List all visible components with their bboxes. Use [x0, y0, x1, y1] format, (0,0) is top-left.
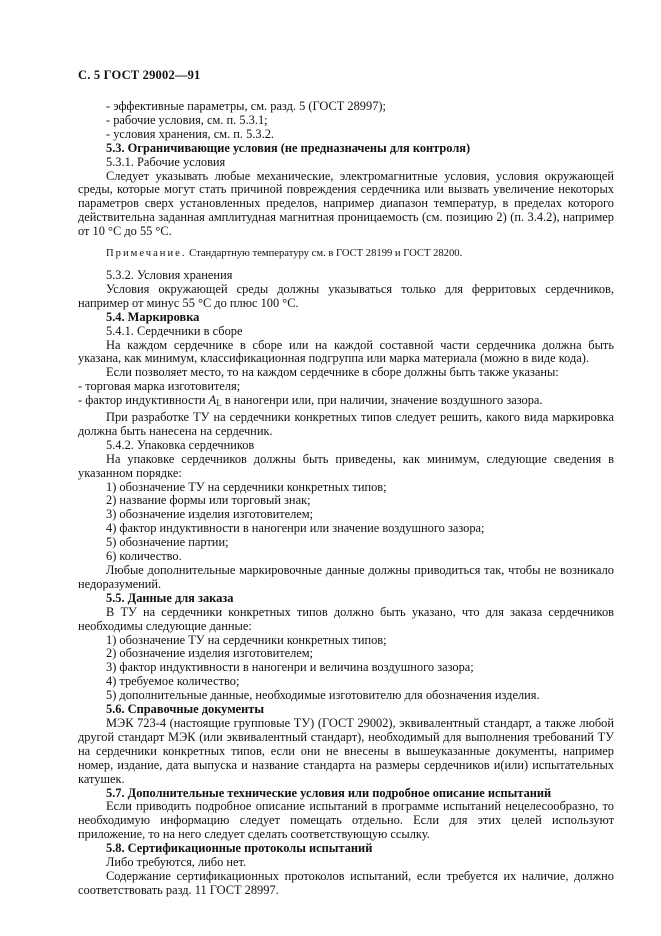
list-item: 3) обозначение изделия изготовителем;	[106, 507, 314, 522]
list-line: - рабочие условия, см. п. 5.3.1;	[106, 112, 268, 127]
list-item: 5) дополнительные данные, необходимые изготовителю для обозначения изделия.	[106, 688, 540, 703]
symbol-subscript: L	[216, 398, 222, 409]
list-item: 6) количество.	[106, 549, 182, 564]
symbol-a: A	[208, 393, 217, 408]
subsection-heading-5-4-1: 5.4.1. Сердечники в сборе	[106, 323, 243, 338]
note-text: Стандартную температуру см. в ГОСТ 28199 и ГОСТ 28200.	[189, 248, 463, 260]
list-line: - торговая марка изготовителя;	[78, 379, 241, 394]
paragraph: На упаковке сердечников должны быть приведены, как минимум, следующие сведения в указанном порядке:	[78, 451, 614, 480]
list-item: 5) обозначение партии;	[106, 535, 229, 550]
list-item: 2) название формы или торговый знак;	[106, 493, 311, 508]
document-body	[78, 100, 614, 898]
paragraph: Любые дополнительные маркировочные данные должны приводиться так, чтобы не возникало недоразумений.	[78, 563, 614, 591]
paragraph: На каждом сердечнике в сборе или на каждой составной части сердечника должна быть указана, как минимум, классификационная подгруппа или марка материала (можно в виде кода).	[78, 337, 614, 366]
paragraph: Условия окружающей среды должны указываться только для ферритовых сердечников, например от минус 55 °С до плюс 100 °С.	[78, 281, 614, 310]
paragraph: Если позволяет место, то на каждом сердечнике в сборе должны быть также указаны:	[106, 365, 559, 380]
page-header: С. 5 ГОСТ 29002—91	[78, 68, 201, 82]
section-heading-5-6: 5.6. Справочные документы	[106, 702, 265, 717]
list-item: 2) обозначение изделия изготовителем;	[106, 646, 314, 661]
list-item: 1) обозначение ТУ на сердечники конкретных типов;	[106, 479, 387, 494]
section-heading-5-4: 5.4. Маркировка	[106, 309, 200, 324]
paragraph: Следует указывать любые механические, электромагнитные условия, условия окружающей среды, которые могут стать причиной повреждения сердечника или вызвать увеличение некоторых параметров сверх установленных пределов, например диапазон температур, в пределах которого действительна заданная амплитудная магнитная проницаемость (см. позицию 2) (п. 3.4.2), например от 10 °С до 55 °С.	[78, 168, 614, 239]
text-fragment: в наногенри или, при наличии, значение воздушного зазора.	[221, 393, 543, 408]
list-item: 4) фактор индуктивности в наногенри или значение воздушного зазора;	[106, 521, 485, 536]
paragraph: Содержание сертификационных протоколов испытаний, если требуется их наличие, должно соответствовать разд. 11 ГОСТ 28997.	[78, 868, 614, 897]
paragraph: Либо требуются, либо нет.	[106, 855, 247, 870]
note	[78, 247, 614, 261]
subsection-heading-5-4-2: 5.4.2. Упаковка сердечников	[106, 437, 255, 452]
section-heading-5-8: 5.8. Сертификационные протоколы испытаний	[106, 841, 373, 856]
list-line: - эффективные параметры, см. разд. 5 (ГОСТ 28997);	[106, 99, 386, 113]
section-heading-5-7: 5.7. Дополнительные технические условия или подробное описание испытаний	[106, 785, 552, 800]
subsection-heading-5-3-1: 5.3.1. Рабочие условия	[106, 154, 226, 169]
list-line: - условия хранения, см. п. 5.3.2.	[106, 126, 274, 141]
paragraph: Если приводить подробное описание испытаний в программе испытаний нецелесообразно, то необходимую информацию следует помещать отдельно. Если для этих целей используют приложение, то на него следует сделать соответствующую ссылку.	[78, 799, 614, 842]
note-label: Примечание.	[106, 248, 187, 260]
list-item: 1) обозначение ТУ на сердечники конкретных типов;	[106, 632, 387, 647]
section-heading-5-3: 5.3. Ограничивающие условия (не предназначены для контроля)	[106, 140, 471, 155]
subsection-heading-5-3-2: 5.3.2. Условия хранения	[106, 267, 233, 282]
text-fragment: - фактор индуктивности	[78, 393, 209, 408]
list-item: 3) фактор индуктивности в наногенри и величина воздушного зазора;	[106, 660, 474, 675]
paragraph: В ТУ на сердечники конкретных типов должно быть указано, что для заказа сердечников необходимы следующие данные:	[78, 604, 614, 633]
list-item: 4) требуемое количество;	[106, 674, 240, 689]
paragraph: МЭК 723-4 (настоящие групповые ТУ) (ГОСТ 29002), эквивалентный стандарт, а также любой другой стандарт МЭК (или эквивалентный стандарт), необходимый для выполнения требований ТУ на сердечники конкретных типов, если они не внесены в вышеуказанные документы, например номер, издание, дата выпуска и название стандарта на размеры сердечников и(или) испытательных катушек.	[78, 715, 614, 786]
section-heading-5-5: 5.5. Данные для заказа	[106, 590, 234, 605]
paragraph: При разработке ТУ на сердечники конкретных типов следует решить, какого вида маркировка должна быть нанесена на сердечник.	[78, 410, 614, 438]
list-line	[78, 394, 614, 411]
